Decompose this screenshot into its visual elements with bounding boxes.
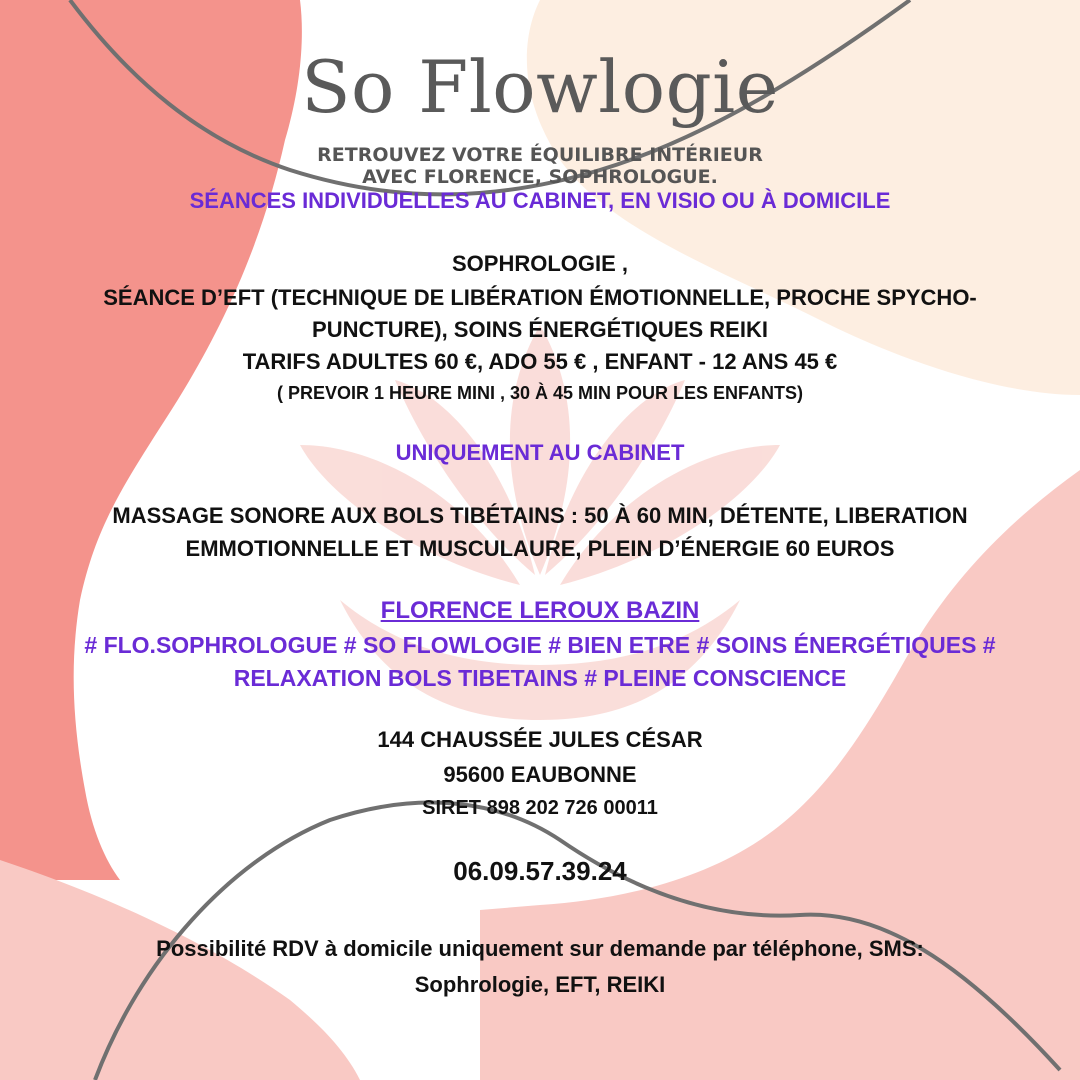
footer-line-2: Sophrologie, EFT, REIKI	[414, 972, 666, 997]
address-line-2: 95600 EAUBONNE	[443, 762, 637, 787]
siret-number: SIRET 898 202 726 00011	[422, 797, 658, 819]
hashtags-line-1: # FLO.SOPHROLOGUE # SO FLOWLOGIE # BIEN ETRE # SOINS ÉNERGÉTIQUES #	[84, 632, 996, 658]
hashtags-line-2: RELAXATION BOLS TIBETAINS # PLEINE CONSCIENCE	[233, 665, 847, 691]
services-duration-note: ( PREVOIR 1 HEURE MINI , 30 À 45 MIN POUR LES ENFANTS)	[276, 383, 804, 403]
cabinet-only-heading: UNIQUEMENT AU CABINET	[395, 440, 685, 465]
footer-line-1: Possibilité RDV à domicile uniquement sur demande par téléphone, SMS:	[156, 936, 924, 961]
services-line-3: PUNCTURE), SOINS ÉNERGÉTIQUES REIKI	[312, 317, 768, 342]
contact-name-link[interactable]: FLORENCE LEROUX BAZIN	[380, 597, 700, 624]
subtitle-line-2: AVEC FLORENCE, SOPHROLOGUE.	[362, 166, 718, 188]
massage-line-1: MASSAGE SONORE AUX BOLS TIBÉTAINS : 50 À 60 MIN, DÉTENTE, LIBERATION	[112, 503, 968, 528]
services-line-2: SÉANCE D’EFT (TECHNIQUE DE LIBÉRATION ÉMOTIONNELLE, PROCHE SPYCHO-	[103, 285, 977, 310]
phone-number[interactable]: 06.09.57.39.24	[453, 856, 627, 886]
subtitle-line-1: RETROUVEZ VOTRE ÉQUILIBRE INTÉRIEUR	[317, 144, 763, 166]
page-title: So Flowlogie	[301, 45, 779, 129]
session-modes: SÉANCES INDIVIDUELLES AU CABINET, EN VISIO OU À DOMICILE	[189, 188, 891, 213]
massage-line-2: EMMOTIONNELLE ET MUSCULAURE, PLEIN D’ÉNERGIE 60 EUROS	[185, 536, 895, 561]
services-line-1: SOPHROLOGIE ,	[451, 251, 629, 276]
services-prices: TARIFS ADULTES 60 €, ADO 55 € , ENFANT - 12 ANS 45 €	[242, 349, 838, 374]
address-line-1: 144 CHAUSSÉE JULES CÉSAR	[377, 727, 703, 752]
